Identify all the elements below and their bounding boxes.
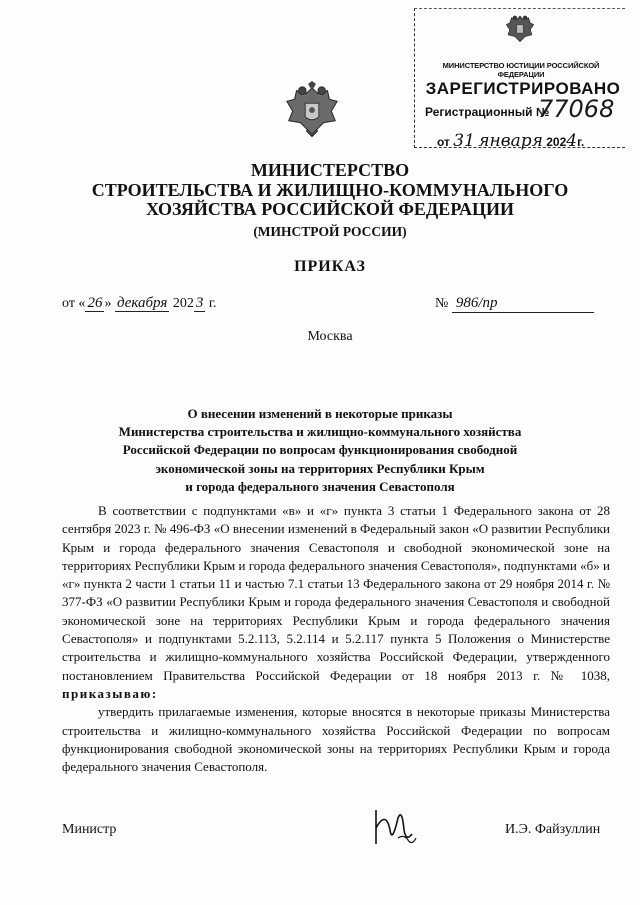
signatory-name: И.Э. Файзуллин [505,822,601,837]
subject-line: и города федерального значения Севастополя [185,478,455,494]
stamp-reg-number: 77068 [538,95,615,123]
stamp-date-prefix: от [437,135,450,149]
city: Москва [307,329,353,344]
stamp-date-day: 31 [453,131,475,151]
document-type: ПРИКАЗ [294,258,366,275]
body-paragraph-1-text: В соответствии с подпунктами «в» и «г» пункта 3 статьи 1 Федерального закона от 28 сентября 2023 г. № 496-ФЗ «О внесении изменений в Федеральный закон «О развитии Республики Крым и города федерального значения Севастополя и свободной экономической зоне на территориях Республики Крым и города федерального значения Севастополя», подпунктами «б» и «г» пункта 2 части 1 статьи 11 и частью 7.1 статьи 13 Федерального закона от 29 ноября 2014 г. № 377-ФЗ «О развитии Республики Крым и города федерального значения Севастополя и свободной экономической зоне на территориях Республики Крым и города федерального значения Севастополя» и подпунктами 5.2.113, 5.2.114 и 5.2.117 пункта 5 Положения о Министерстве строительства и жилищно-коммунального хозяйства Российской Федерации, утвержденного постановлением Правительства Российской Федерации от 18 ноября 2013 г. № 1038, [62,503,610,683]
subject-line: экономической зоны на территориях Республики Крым [155,460,485,476]
stamp-date-suffix: г. [577,135,585,149]
order-date-year-prefix: 202 [169,296,194,311]
stamp-date-month: января [478,131,543,151]
order-body [62,502,610,776]
body-paragraph-2: утвердить прилагаемые изменения, которые вносятся в некоторые приказы Министерства строительства и жилищно-коммунального хозяйства Российской Федерации по вопросам функционирования свободной экономической зоны на территориях Республики Крым и города федерального значения Севастополя. [62,704,610,775]
stamp-date [437,131,584,151]
order-number-prefix: № [435,296,449,311]
order-date-year-suffix: г. [205,296,217,311]
body-paragraph-1 [62,502,610,703]
signatory-position: Министр [62,822,117,837]
ministry-short-name: (МИНСТРОЙ РОССИИ) [253,224,407,239]
ministry-title-line1: МИНИСТЕРСТВО [250,160,410,180]
stamp-registered-label: ЗАРЕГИСТРИРОВАНО [425,79,621,98]
stamp-date-year-prefix: 202 [546,135,567,149]
order-date-mid: » [104,296,115,311]
order-date-day: 26 [87,295,103,311]
order-subject [60,405,580,496]
ministry-title-line3: ХОЗЯЙСТВА РОССИЙСКОЙ ФЕДЕРАЦИИ [145,199,515,219]
order-number-value: 986/пр [452,295,594,313]
subject-line: Министерства строительства и жилищно-коммунального хозяйства [118,424,522,440]
coat-of-arms-icon [281,80,343,142]
ministry-title-line2: СТРОИТЕЛЬСТВА И ЖИЛИЩНО-КОММУНАЛЬНОГО [91,180,569,200]
registration-stamp [414,8,625,151]
order-date-month: декабря [116,295,168,311]
subject-line: Российской Федерации по вопросам функционирования свободной [122,442,518,458]
stamp-ministry-name: МИНИСТЕРСТВО ЮСТИЦИИ РОССИЙСКОЙ ФЕДЕРАЦИИ [442,61,600,79]
order-word: приказываю: [62,685,158,701]
stamp-reg-label: Регистрационный № [425,105,550,119]
order-date-prefix: от « [62,296,86,311]
coat-of-arms-small-icon [503,11,537,45]
order-number [435,295,594,313]
stamp-date-year-digit: 4 [566,131,578,151]
handwritten-signature [368,800,420,852]
order-date-year-digit: 3 [195,295,204,311]
subject-line: О внесении изменений в некоторые приказы [187,406,453,421]
order-date [62,295,217,312]
